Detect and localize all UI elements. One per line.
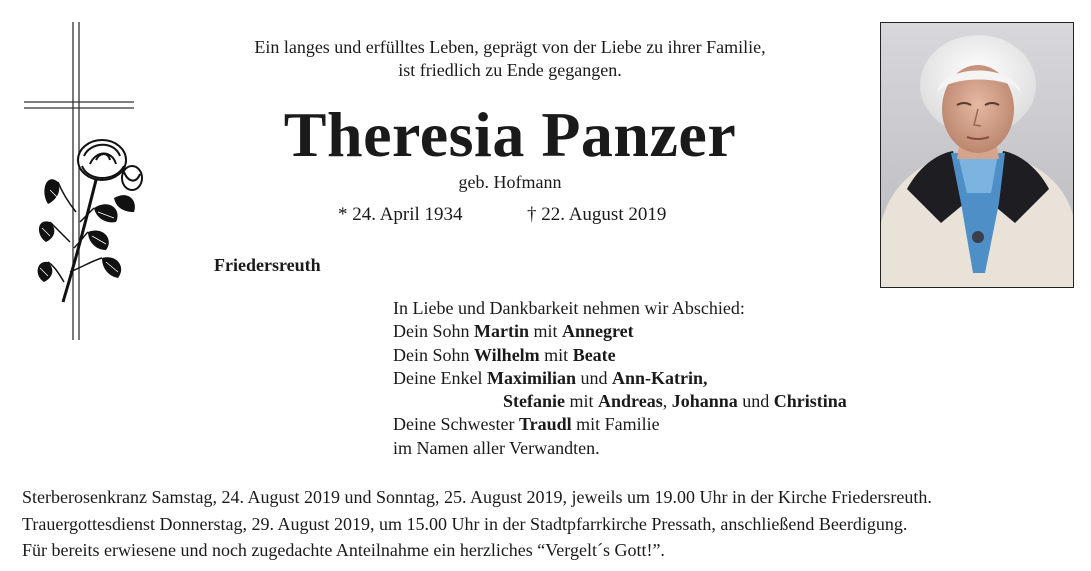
mourner-grandchildren-2 [393, 390, 847, 413]
deceased-name: Theresia Panzer [283, 99, 737, 170]
intro-line-1: Ein langes und erfülltes Leben, geprägt von der Liebe zu ihrer Familie, [254, 37, 766, 57]
mourners-heading: In Liebe und Dankbarkeit nehmen wir Abschied: [393, 298, 745, 318]
mourner-text: , [662, 391, 672, 412]
cross-with-rose-icon [18, 22, 148, 342]
mourner-name: Martin [474, 321, 529, 342]
intro-line-2: ist friedlich zu Ende gegangen. [398, 60, 622, 80]
mourner-text: Deine Schwester [393, 414, 519, 435]
portrait-image [881, 23, 1074, 288]
mourner-name: Andreas [598, 391, 663, 412]
mourners-block [393, 297, 847, 460]
mourner-text: und [737, 391, 774, 412]
mourner-sister [393, 413, 847, 436]
portrait-photo [880, 22, 1074, 288]
mourner-son-2 [393, 344, 847, 367]
mourner-name: Annegret [562, 321, 634, 342]
mourner-name: Beate [572, 344, 616, 365]
mourner-text: mit [539, 344, 573, 365]
mourner-text: Dein Sohn [393, 321, 474, 342]
place-of-residence: Friedersreuth [214, 255, 321, 275]
mourner-name: Christina [773, 391, 847, 412]
mourner-name: Traudl [518, 414, 572, 435]
mourner-name: Stefanie [503, 391, 565, 412]
mourner-son-1 [393, 320, 847, 343]
mourner-text: und [575, 367, 612, 388]
mourner-text: mit [565, 391, 599, 412]
birth-date: * 24. April 1934 [338, 204, 463, 225]
mourner-text: Dein Sohn [393, 344, 474, 365]
born-name: geb. Hofmann [458, 172, 562, 192]
mourner-name: Ann-Katrin, [611, 367, 708, 388]
death-date: † 22. August 2019 [527, 204, 667, 225]
service-details [22, 484, 932, 564]
funeral-service-info: Trauergottesdienst Donnerstag, 29. August 2019, um 15.00 Uhr in der Stadtpfarrkirche Pressath, anschließend Beerdigung. [22, 513, 908, 534]
thanks-note: Für bereits erwiesene und noch zugedachte Anteilnahme ein herzliches “Vergelt´s Gott!”. [22, 540, 665, 560]
mourner-name: Maximilian [486, 367, 576, 388]
rosary-info: Sterberosenkranz Samstag, 24. August 2019 und Sonntag, 25. August 2019, jeweils um 19.00 Uhr in der Kirche Friedersreuth. [22, 487, 932, 507]
mourner-relatives: im Namen aller Verwandten. [393, 437, 600, 458]
mourner-grandchildren-1 [393, 367, 847, 390]
mourner-name: Johanna [671, 391, 738, 412]
mourner-text: mit Familie [571, 414, 660, 435]
mourner-text: Deine Enkel [393, 367, 487, 388]
mourner-text: mit [528, 321, 562, 342]
mourner-name: Wilhelm [474, 344, 540, 365]
